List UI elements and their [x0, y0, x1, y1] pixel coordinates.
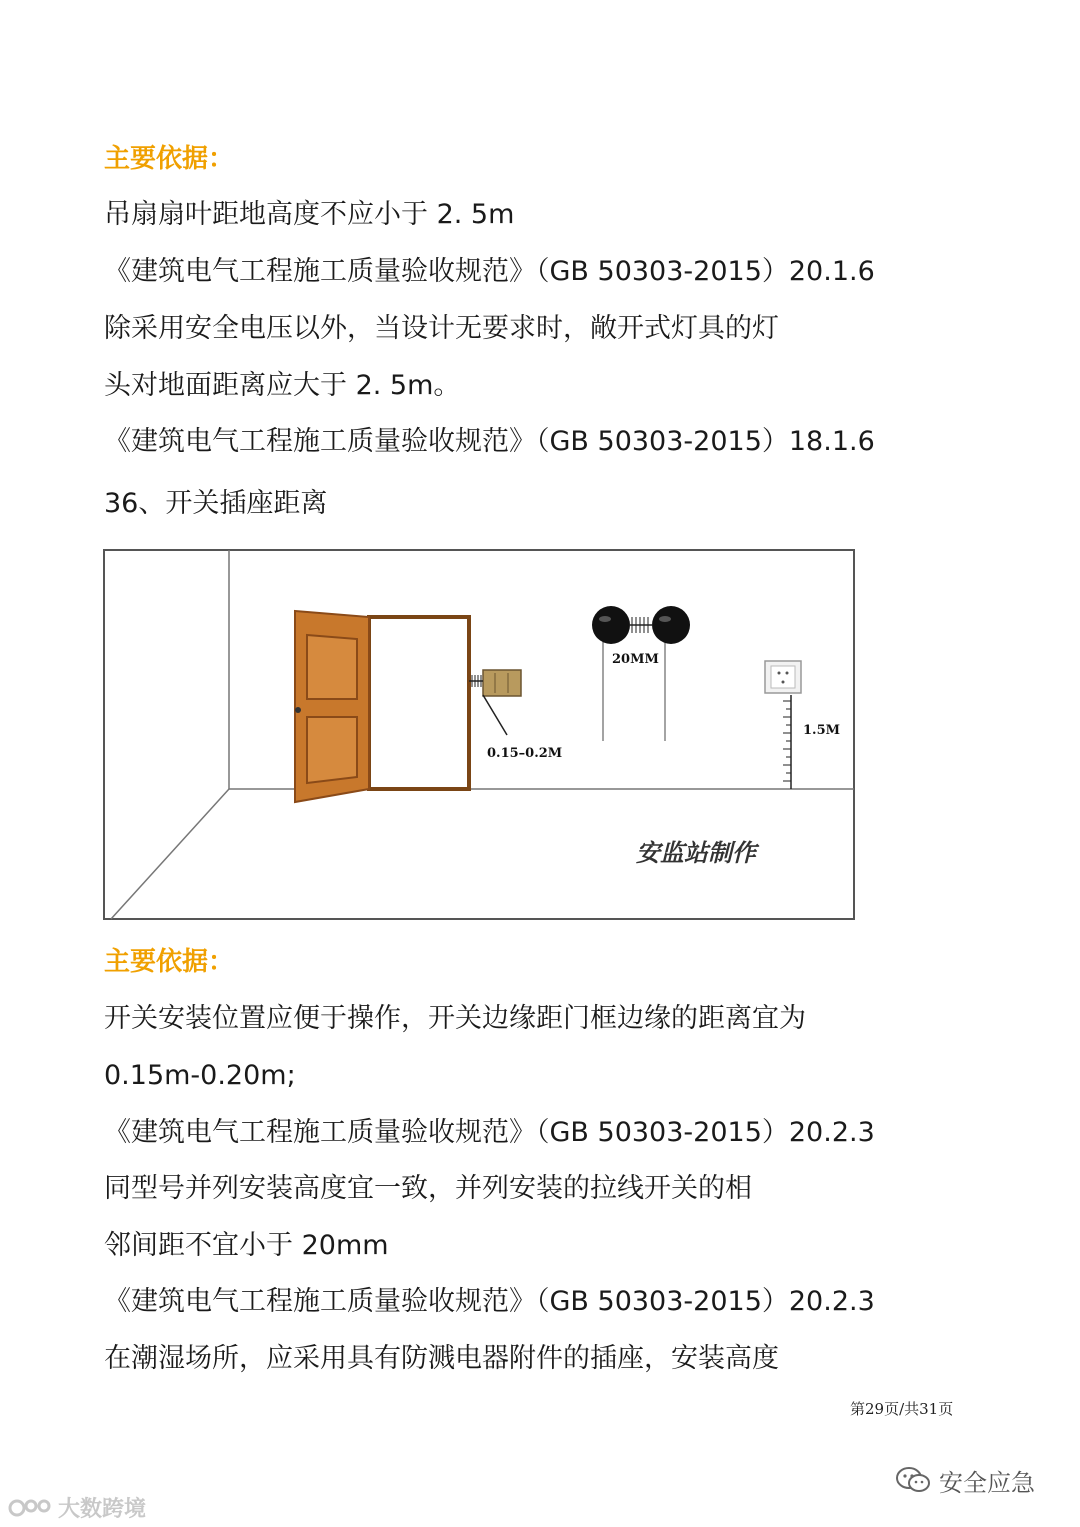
door-frame [369, 617, 469, 789]
section1-line-5: 《建筑电气工程施工质量验收规范》（GB 50303-2015）18.1.6 [104, 426, 875, 457]
page-number: 第29页/共31页 [850, 1400, 954, 1418]
section2-line-4: 同型号并列安装高度宜一致，并列安装的拉线开关的相 [104, 1173, 752, 1204]
wall-switch [483, 670, 521, 696]
door-knob [295, 707, 301, 713]
pull-switch-left [592, 606, 630, 644]
section1-line-1: 吊扇扇叶距地高度不应小于 2. 5m [104, 199, 515, 230]
section1-line-2: 《建筑电气工程施工质量验收规范》（GB 50303-2015）20.1.6 [104, 256, 875, 287]
section1-line-4: 头对地面距离应大于 2. 5m。 [104, 370, 461, 401]
section2-line-2: 0.15m-0.20m; [104, 1060, 296, 1091]
section1-heading: 主要依据： [104, 144, 235, 174]
section2-heading: 主要依据： [104, 947, 235, 977]
section2-line-7: 在潮湿场所，应采用具有防溅电器附件的插座，安装高度 [104, 1343, 779, 1374]
label-switch-gap: 0.15–0.2M [487, 746, 563, 761]
pull-switch-right [652, 606, 690, 644]
section2-line-3: 《建筑电气工程施工质量验收规范》（GB 50303-2015）20.2.3 [104, 1117, 875, 1148]
section2-line-1: 开关安装位置应便于操作，开关边缘距门框边缘的距离宜为 [104, 1003, 806, 1034]
door-panel-top [307, 635, 357, 699]
brand-logo-icon [8, 1497, 52, 1519]
left-watermark-text: 大数跨境 [58, 1497, 147, 1522]
wechat-icon [895, 1466, 931, 1494]
item-title: 36、开关插座距离 [104, 488, 328, 519]
account-watermark [895, 1462, 1035, 1498]
account-name: 安全应急 [939, 1468, 1035, 1497]
diagram-watermark: 安监站制作 [636, 838, 756, 867]
switch-socket-diagram [103, 549, 855, 920]
label-switch-spacing: 20MM [612, 652, 659, 667]
door-panel-bottom [307, 717, 357, 783]
label-socket-height: 1.5M [803, 723, 841, 738]
section2-line-6: 《建筑电气工程施工质量验收规范》（GB 50303-2015）20.2.3 [104, 1286, 875, 1317]
left-watermark [8, 1492, 146, 1523]
section1-line-3: 除采用安全电压以外，当设计无要求时，敞开式灯具的灯 [104, 313, 779, 344]
section2-line-5: 邻间距不宜小于 20mm [104, 1230, 389, 1261]
